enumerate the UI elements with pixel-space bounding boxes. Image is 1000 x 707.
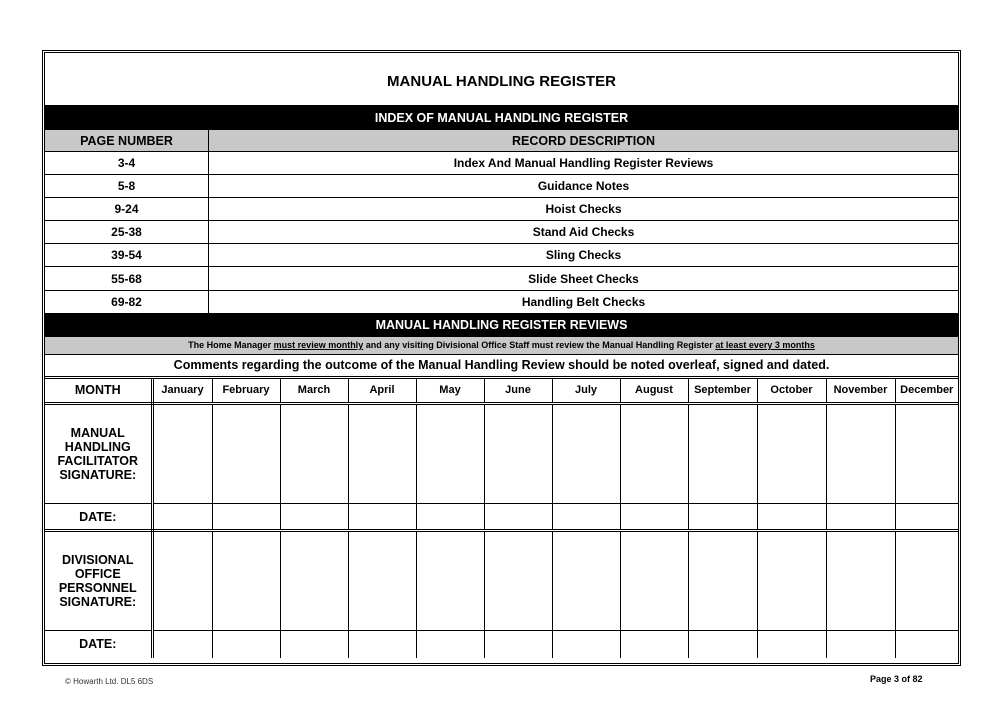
index-page-number: 3-4 bbox=[45, 152, 209, 174]
signature-cell-october[interactable] bbox=[757, 404, 826, 504]
note-text-2: and any visiting Divisional Office Staff must review the Manual Handling Register bbox=[365, 340, 713, 351]
register-frame bbox=[42, 50, 961, 666]
facilitator-signature-label: MANUAL HANDLING FACILITATOR SIGNATURE: bbox=[45, 404, 152, 504]
signature-cell-january[interactable] bbox=[152, 404, 212, 504]
date-cell-april[interactable] bbox=[348, 631, 416, 658]
month-row bbox=[45, 379, 958, 404]
date-cell-november[interactable] bbox=[826, 504, 895, 531]
index-rows bbox=[45, 152, 958, 314]
note-underline-1: must review monthly bbox=[273, 340, 364, 351]
date-cell-november[interactable] bbox=[826, 631, 895, 658]
signature-cell-june[interactable] bbox=[484, 404, 552, 504]
signature-cell-december[interactable] bbox=[895, 531, 958, 631]
signature-cell-february[interactable] bbox=[212, 404, 280, 504]
signature-cell-august[interactable] bbox=[620, 531, 688, 631]
page-title: MANUAL HANDLING REGISTER bbox=[45, 53, 958, 106]
date-cell-december[interactable] bbox=[895, 504, 958, 531]
date-cell-march[interactable] bbox=[280, 631, 348, 658]
month-february: February bbox=[212, 379, 280, 404]
signature-cell-may[interactable] bbox=[416, 404, 484, 504]
index-record-description: Slide Sheet Checks bbox=[528, 271, 639, 286]
date-cell-january[interactable] bbox=[152, 631, 212, 658]
page-number: Page 3 of 82 bbox=[870, 674, 923, 684]
month-april: April bbox=[348, 379, 416, 404]
signature-cell-october[interactable] bbox=[757, 531, 826, 631]
signature-cell-july[interactable] bbox=[552, 404, 620, 504]
month-july: July bbox=[552, 379, 620, 404]
signature-cell-may[interactable] bbox=[416, 531, 484, 631]
signature-cell-april[interactable] bbox=[348, 531, 416, 631]
index-row bbox=[45, 152, 958, 175]
page-number-header: PAGE NUMBER bbox=[45, 130, 209, 151]
date-cell-august[interactable] bbox=[620, 631, 688, 658]
index-record-description: Guidance Notes bbox=[537, 179, 630, 194]
month-november: November bbox=[826, 379, 895, 404]
index-row bbox=[45, 175, 958, 198]
index-page-number: 69-82 bbox=[45, 291, 209, 313]
divisional-date-label: DATE: bbox=[45, 631, 152, 658]
index-heading: INDEX OF MANUAL HANDLING REGISTER bbox=[45, 106, 958, 129]
index-page-number: 55-68 bbox=[45, 267, 209, 289]
date-cell-september[interactable] bbox=[688, 631, 757, 658]
month-august: August bbox=[620, 379, 688, 404]
index-row bbox=[45, 291, 958, 314]
review-grid bbox=[45, 379, 958, 658]
divisional-date-row bbox=[45, 631, 958, 658]
signature-cell-july[interactable] bbox=[552, 531, 620, 631]
facilitator-signature-row bbox=[45, 404, 958, 504]
date-cell-february[interactable] bbox=[212, 631, 280, 658]
index-page-number: 25-38 bbox=[45, 221, 209, 243]
review-comment: Comments regarding the outcome of the Manual Handling Review should be noted overleaf, signed and dated. bbox=[45, 355, 958, 379]
date-cell-september[interactable] bbox=[688, 504, 757, 531]
date-cell-january[interactable] bbox=[152, 504, 212, 531]
index-row bbox=[45, 244, 958, 267]
month-june: June bbox=[484, 379, 552, 404]
index-record-description: Index And Manual Handling Register Reviews bbox=[453, 156, 714, 171]
index-page-number: 5-8 bbox=[45, 175, 209, 197]
facilitator-date-label: DATE: bbox=[45, 504, 152, 531]
month-december: December bbox=[895, 379, 958, 404]
month-october: October bbox=[757, 379, 826, 404]
date-cell-july[interactable] bbox=[552, 631, 620, 658]
note-underline-2: at least every 3 months bbox=[715, 340, 815, 351]
signature-cell-march[interactable] bbox=[280, 404, 348, 504]
signature-cell-january[interactable] bbox=[152, 531, 212, 631]
date-cell-may[interactable] bbox=[416, 631, 484, 658]
divisional-signature-row bbox=[45, 531, 958, 631]
date-cell-march[interactable] bbox=[280, 504, 348, 531]
index-row bbox=[45, 221, 958, 244]
signature-cell-september[interactable] bbox=[688, 531, 757, 631]
index-page-number: 39-54 bbox=[45, 244, 209, 266]
date-cell-august[interactable] bbox=[620, 504, 688, 531]
review-note bbox=[45, 337, 958, 355]
month-may: May bbox=[416, 379, 484, 404]
signature-cell-september[interactable] bbox=[688, 404, 757, 504]
divisional-signature-label: DIVISIONAL OFFICE PERSONNEL SIGNATURE: bbox=[45, 531, 152, 631]
date-cell-july[interactable] bbox=[552, 504, 620, 531]
facilitator-date-row bbox=[45, 504, 958, 531]
index-record-description: Handling Belt Checks bbox=[521, 294, 646, 309]
index-record-description: Sling Checks bbox=[545, 248, 622, 263]
index-page-number: 9-24 bbox=[45, 198, 209, 220]
index-row bbox=[45, 198, 958, 221]
signature-cell-august[interactable] bbox=[620, 404, 688, 504]
note-text-1: The Home Manager bbox=[188, 340, 272, 351]
date-cell-june[interactable] bbox=[484, 504, 552, 531]
date-cell-may[interactable] bbox=[416, 504, 484, 531]
signature-cell-december[interactable] bbox=[895, 404, 958, 504]
date-cell-june[interactable] bbox=[484, 631, 552, 658]
date-cell-february[interactable] bbox=[212, 504, 280, 531]
month-label: MONTH bbox=[45, 379, 152, 404]
date-cell-october[interactable] bbox=[757, 504, 826, 531]
signature-cell-february[interactable] bbox=[212, 531, 280, 631]
copyright-text: © Howarth Ltd. DL5 6DS bbox=[65, 677, 154, 686]
signature-cell-november[interactable] bbox=[826, 404, 895, 504]
reviews-heading: MANUAL HANDLING REGISTER REVIEWS bbox=[45, 314, 958, 337]
index-record-description: Hoist Checks bbox=[545, 202, 622, 217]
signature-cell-march[interactable] bbox=[280, 531, 348, 631]
month-september: September bbox=[688, 379, 757, 404]
date-cell-april[interactable] bbox=[348, 504, 416, 531]
month-january: January bbox=[152, 379, 212, 404]
signature-cell-november[interactable] bbox=[826, 531, 895, 631]
date-cell-december[interactable] bbox=[895, 631, 958, 658]
signature-cell-june[interactable] bbox=[484, 531, 552, 631]
index-record-description: Stand Aid Checks bbox=[532, 225, 635, 240]
month-march: March bbox=[280, 379, 348, 404]
record-description-header: RECORD DESCRIPTION bbox=[511, 133, 656, 148]
index-header-row bbox=[45, 129, 958, 152]
index-row bbox=[45, 267, 958, 290]
signature-cell-april[interactable] bbox=[348, 404, 416, 504]
date-cell-october[interactable] bbox=[757, 631, 826, 658]
